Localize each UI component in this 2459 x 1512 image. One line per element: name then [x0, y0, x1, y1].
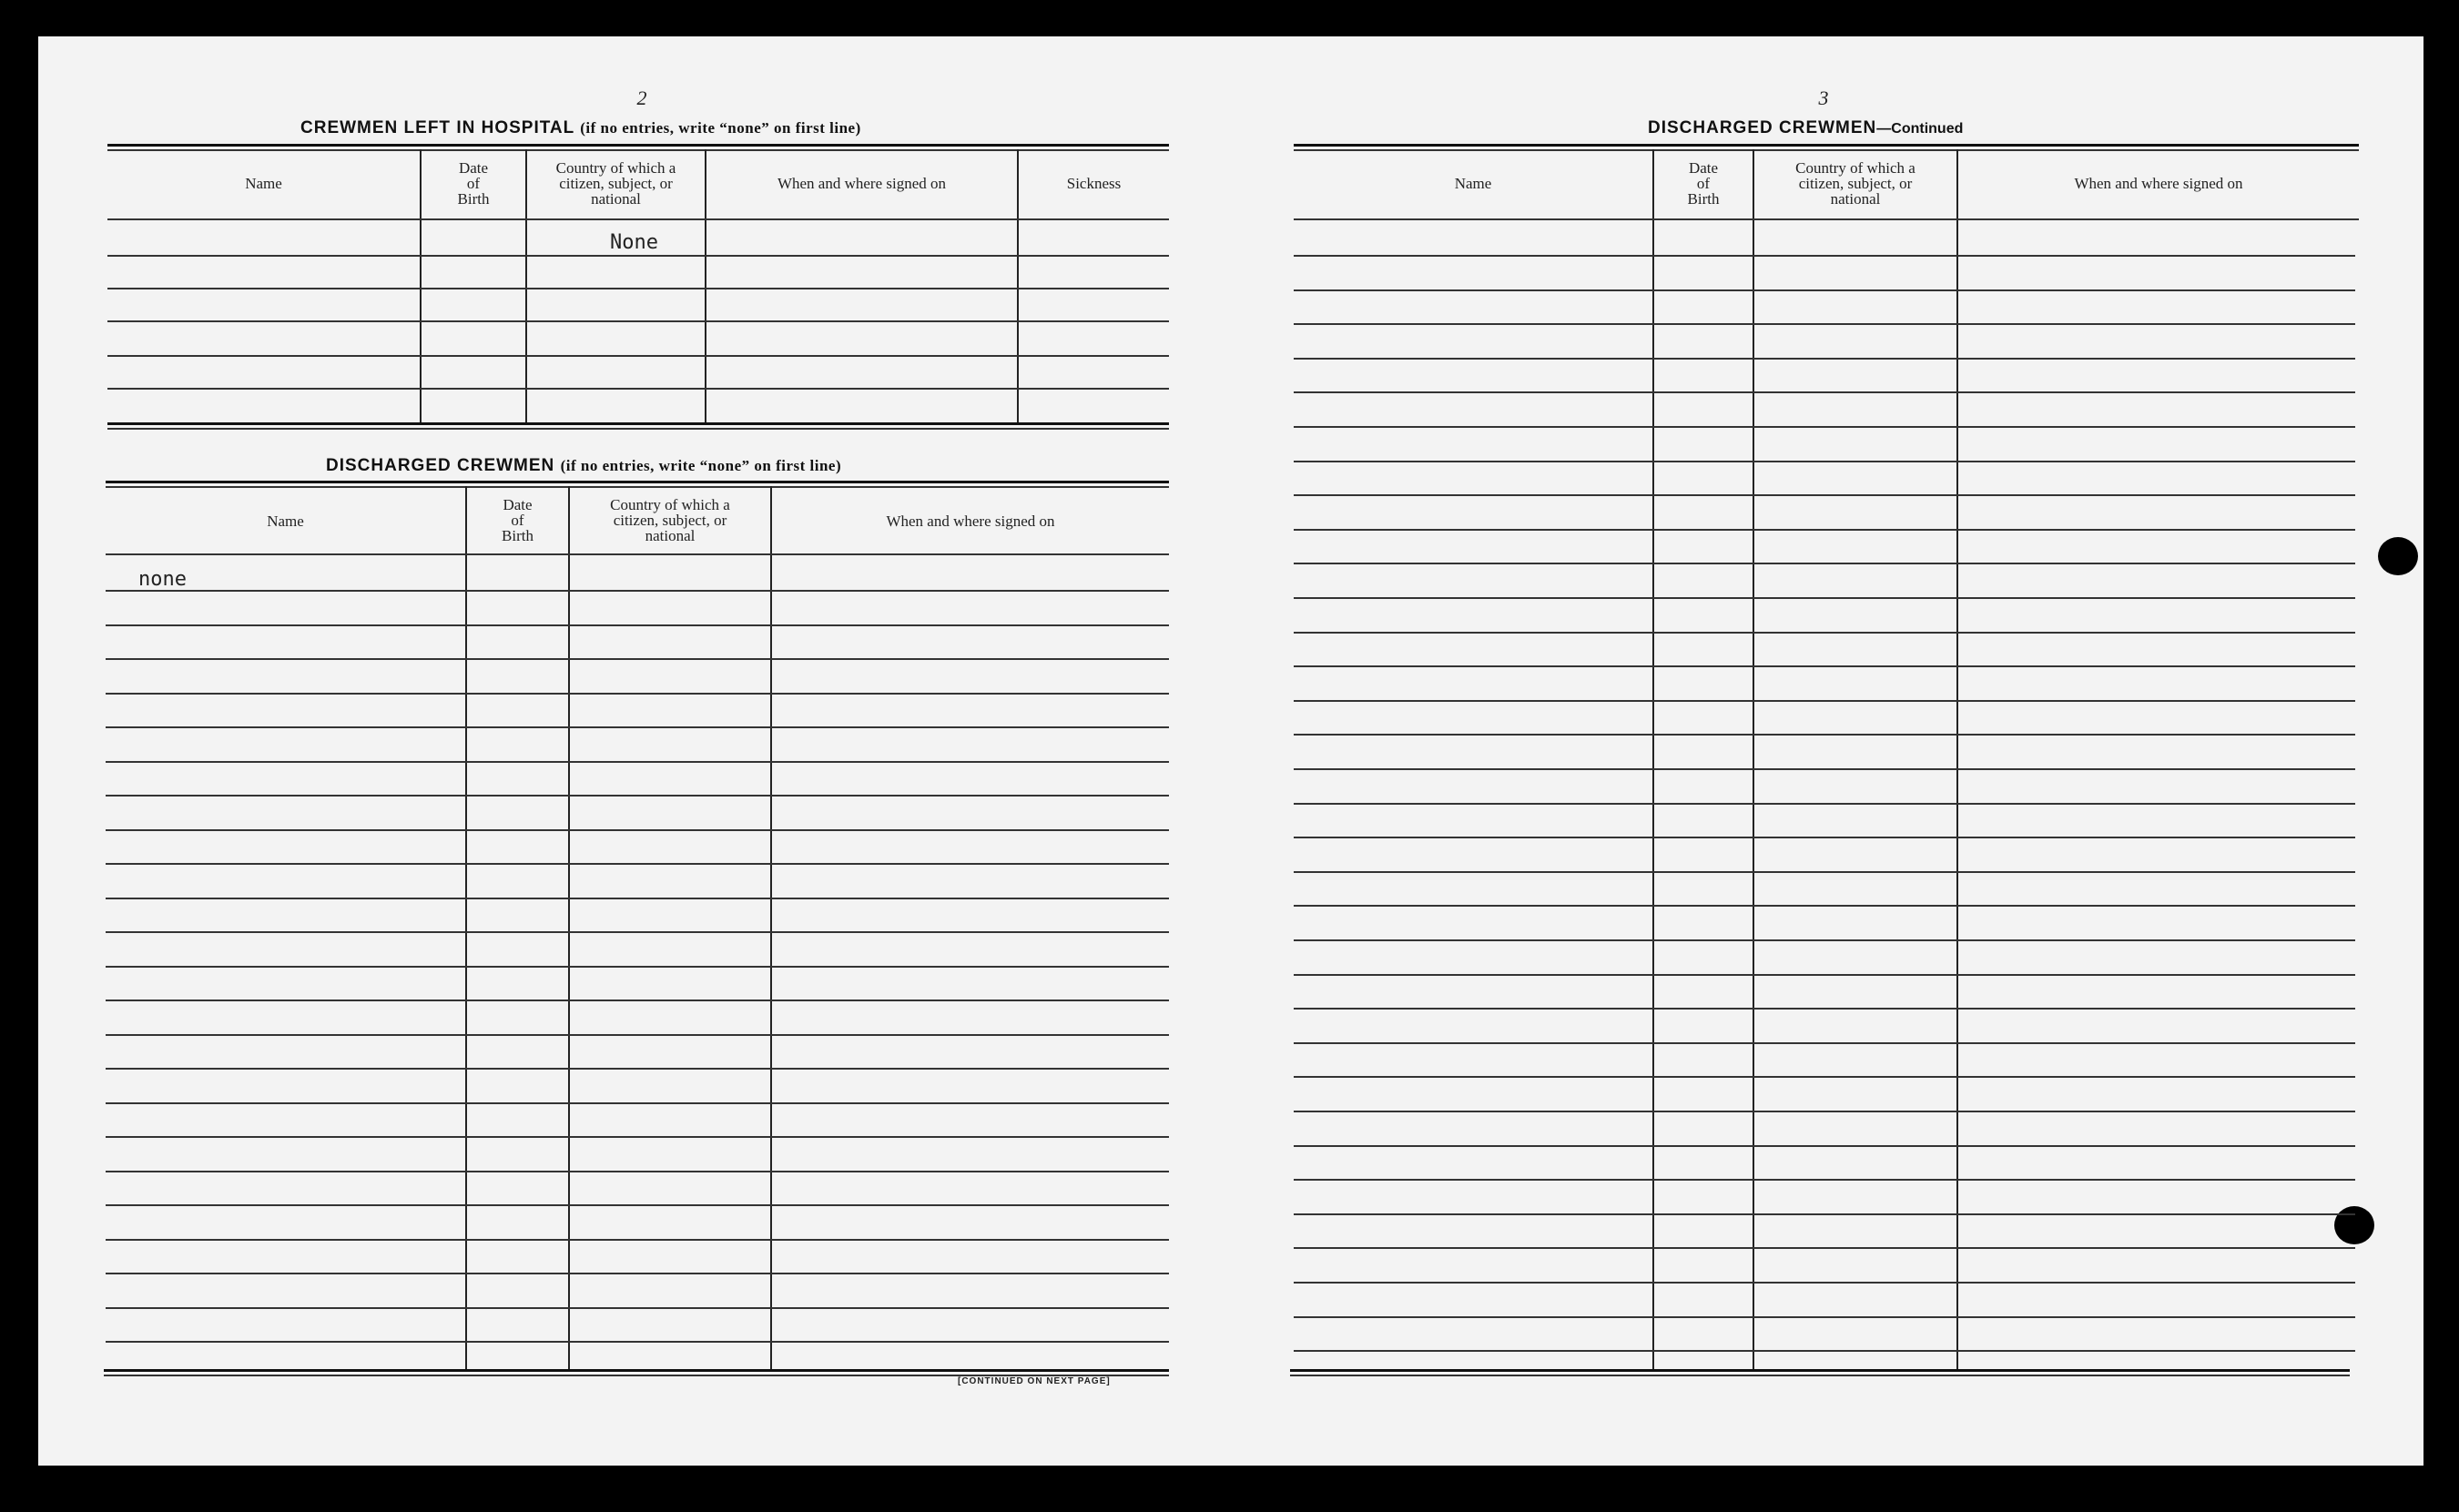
table-row-line [1294, 1076, 2355, 1078]
discharged-entry: none [138, 568, 187, 591]
table-row-line [106, 1171, 1169, 1172]
table-row-line [1294, 426, 2355, 428]
table-row-line [107, 288, 1169, 289]
punch-hole [2378, 537, 2418, 575]
table-row-line [1294, 1213, 2355, 1215]
table-row-line [1294, 323, 2355, 325]
table-row-line [1294, 905, 2355, 907]
table-row-line [1294, 597, 2355, 599]
table-row-line [106, 1307, 1169, 1309]
col-header-name: Name [267, 512, 304, 530]
table-rule [1290, 1369, 2350, 1372]
table-rule [106, 481, 1169, 483]
table-row-line [106, 829, 1169, 831]
table-rule [104, 1369, 1169, 1372]
table-row-line [1294, 632, 2355, 634]
table-row-line [1294, 1179, 2355, 1181]
table-row-line [1294, 1316, 2355, 1318]
table-row-line [106, 1034, 1169, 1036]
table-row-line [106, 693, 1169, 695]
table-row-line [1294, 289, 2355, 291]
table-row-line [1294, 768, 2355, 770]
discharged-title-text: DISCHARGED CREWMEN [326, 456, 555, 475]
column-divider [770, 486, 772, 1369]
table-row-line [1294, 1042, 2355, 1044]
table-row-line [106, 795, 1169, 797]
table-row-line [106, 863, 1169, 865]
discharged-section-title [326, 456, 841, 476]
discharged-instruction: (if no entries, write “none” on first line) [560, 457, 842, 474]
column-divider [1956, 149, 1958, 1369]
table-row-line [106, 1341, 1169, 1343]
table-row-line [106, 931, 1169, 933]
table-row-line [1294, 837, 2355, 838]
table-row-line [107, 355, 1169, 357]
table-row-line [1294, 803, 2355, 805]
table-row-line [106, 898, 1169, 899]
table-row-line [1294, 494, 2355, 496]
continued-note: [CONTINUED ON NEXT PAGE] [958, 1376, 1111, 1386]
table-row-line [1294, 665, 2355, 667]
table-rule [107, 218, 1169, 220]
table-row-line [1294, 358, 2355, 360]
page-number-right: 3 [1818, 86, 1829, 109]
table-row-line [1294, 939, 2355, 941]
table-row-line [1294, 1247, 2355, 1249]
column-divider [1652, 149, 1654, 1369]
col-header-country: Country of which a citizen, subject, or national [555, 159, 676, 208]
table-rule [107, 149, 1169, 151]
table-row-line [1294, 461, 2355, 462]
table-row-line [107, 320, 1169, 322]
table-rule [1294, 218, 2359, 220]
col-header-date-of-birth: Date of Birth [1687, 159, 1720, 208]
right-section-title [1648, 118, 1963, 138]
hospital-instruction: (if no entries, write “none” on first line) [580, 119, 861, 137]
table-row-line [106, 624, 1169, 626]
table-row-line [1294, 529, 2355, 531]
col-header-country: Country of which a citizen, subject, or national [610, 496, 730, 544]
table-row-line [106, 1102, 1169, 1104]
col-header-signed-on: When and where signed on [886, 512, 1055, 530]
table-row-line [1294, 391, 2355, 393]
table-rule [107, 144, 1169, 147]
right-title-continued: —Continued [1876, 121, 1964, 137]
column-divider [568, 486, 570, 1369]
table-row-line [1294, 700, 2355, 702]
hospital-title-text: CREWMEN LEFT IN HOSPITAL [300, 118, 574, 137]
table-row-line [106, 658, 1169, 660]
col-header-name: Name [245, 175, 282, 192]
column-divider [1753, 149, 1754, 1369]
table-row-line [1294, 974, 2355, 976]
table-row-line [106, 1068, 1169, 1070]
table-row-line [106, 1000, 1169, 1001]
table-row-line [1294, 1350, 2355, 1352]
table-row-line [106, 590, 1169, 592]
table-row-line [1294, 563, 2355, 564]
col-header-signed-on: When and where signed on [2074, 175, 2243, 192]
punch-hole [2334, 1206, 2374, 1244]
col-header-signed-on: When and where signed on [777, 175, 947, 192]
col-header-date-of-birth: Date of Birth [457, 159, 490, 208]
col-header-sickness: Sickness [1066, 175, 1122, 192]
table-row-line [1294, 1111, 2355, 1112]
table-rule [106, 553, 1169, 555]
table-row-line [1294, 871, 2355, 873]
right-title-text: DISCHARGED CREWMEN [1648, 118, 1877, 137]
page-number-left: 2 [636, 86, 647, 109]
col-header-country: Country of which a citizen, subject, or national [1795, 159, 1915, 208]
hospital-section-title [300, 118, 861, 138]
table-row-line [1294, 1282, 2355, 1284]
table-row-line [107, 255, 1169, 257]
col-header-date-of-birth: Date of Birth [502, 496, 533, 544]
col-header-name: Name [1454, 175, 1492, 192]
table-row-line [1294, 1145, 2355, 1147]
table-row-line [1294, 734, 2355, 736]
table-rule [107, 422, 1169, 425]
table-row-line [106, 1136, 1169, 1138]
table-row-line [106, 1273, 1169, 1274]
table-rule [107, 428, 1169, 430]
table-row-line [107, 388, 1169, 390]
hospital-entry: None [610, 231, 658, 254]
table-rule [1290, 1375, 2350, 1376]
table-row-line [106, 1204, 1169, 1206]
table-rule [1294, 149, 2359, 151]
table-rule [106, 486, 1169, 488]
form-sheet [38, 36, 2423, 1466]
table-row-line [1294, 1008, 2355, 1010]
column-divider [465, 486, 467, 1369]
table-row-line [106, 1239, 1169, 1241]
table-row-line [1294, 255, 2355, 257]
table-row-line [106, 726, 1169, 728]
table-row-line [106, 761, 1169, 763]
table-row-line [106, 966, 1169, 968]
table-rule [1294, 144, 2359, 147]
